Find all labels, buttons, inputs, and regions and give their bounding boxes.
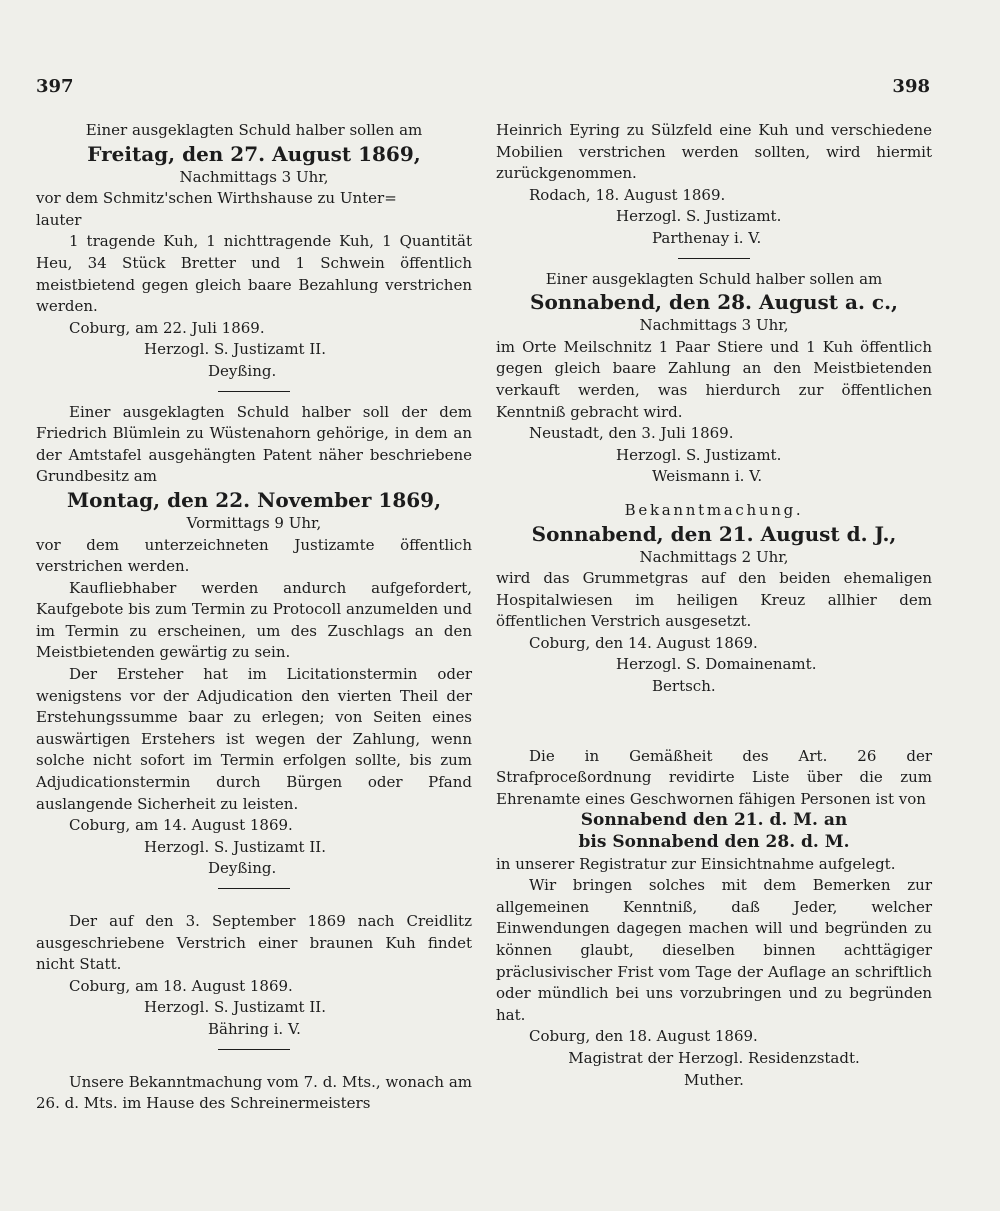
notice-signer: Deyßing. bbox=[208, 361, 277, 380]
notice-office: Herzogl. S. Justizamt II. bbox=[144, 998, 326, 1017]
notice-signer: Bähring i. V. bbox=[208, 1019, 301, 1038]
notice-body: in unserer Registratur zur Einsichtnahme aufgelegt. bbox=[496, 854, 896, 873]
notice-date-to: bis Sonnabend den 28. d. M. bbox=[578, 832, 850, 853]
notice-location: vor dem Schmitz'schen Wirthshause zu Unter= bbox=[36, 189, 397, 208]
notice-intro: Einer ausgeklagten Schuld halber sollen am bbox=[85, 121, 423, 139]
notice-place-date: Coburg, am 18. August 1869. bbox=[69, 976, 293, 995]
notice-date: Montag, den 22. November 1869, bbox=[66, 487, 442, 512]
separator-rule bbox=[218, 888, 290, 889]
notice-signer: Muther. bbox=[684, 1070, 744, 1089]
notice-date: Sonnabend, den 28. August a. c., bbox=[530, 290, 898, 315]
separator-rule bbox=[218, 391, 290, 392]
notice-office: Herzogl. S. Justizamt II. bbox=[144, 340, 326, 359]
notice-date: Sonnabend, den 21. August d. J., bbox=[531, 521, 897, 546]
page-number-right: 398 bbox=[892, 76, 930, 97]
notice-withdrawal bbox=[36, 1072, 472, 1115]
notice-place-date: Coburg, den 14. August 1869. bbox=[529, 633, 758, 652]
spacer bbox=[496, 488, 932, 500]
notice-place-date: Coburg, am 14. August 1869. bbox=[69, 816, 293, 835]
notice-signer: Weismann i. V. bbox=[652, 467, 763, 486]
notice-intro: Die in Gemäßheit des Art. 26 der Strafproceßordnung revidirte Liste über die zum Ehrenamte eines Geschwornen fähigen Personen ist von bbox=[496, 746, 932, 808]
notice-place-date: Neustadt, den 3. Juli 1869. bbox=[529, 424, 734, 443]
notice-time: Nachmittags 3 Uhr, bbox=[639, 316, 789, 335]
notice-signer: Bertsch. bbox=[652, 677, 716, 696]
notice-body: 1 tragende Kuh, 1 nichttragende Kuh, 1 Quantität Heu, 34 Stück Bretter und 1 Schwein öffentlich meistbietend gegen gleich baare Bezahlung verstrichen werden. bbox=[36, 232, 472, 316]
notice-time: Nachmittags 3 Uhr, bbox=[179, 167, 329, 186]
notice-auction-sonnabend bbox=[496, 269, 932, 488]
notice-intro: Einer ausgeklagten Schuld halber sollen am bbox=[545, 269, 883, 288]
notice-auction-freitag bbox=[36, 120, 472, 383]
notice-office: Herzogl. S. Domainenamt. bbox=[616, 655, 817, 674]
notice-body: Heinrich Eyring zu Sülzfeld eine Kuh und verschiedene Mobilien verstrichen werden sollten, wird hiermit zurückgenommen. bbox=[496, 121, 932, 183]
notice-body: vor dem unterzeichneten Justizamte öffentlich verstrichen werden. bbox=[36, 535, 472, 576]
spacer bbox=[36, 1060, 472, 1072]
notice-office: Herzogl. S. Justizamt. bbox=[616, 445, 782, 464]
notice-paragraph: Der Ersteher hat im Licitationstermin oder wenigstens vor der Adjudication den vierten Theil der Erstehungssumme baar zu erlegen; von Seiten eines auswärtigen Erstehers ist wegen der Zahlung, wenn solche nicht sofort im Termin erfolgen sollte, bis zum Adjudicationstermin durch Bürgen oder Pfand auslangende Sicherheit zu leisten. bbox=[36, 665, 472, 813]
notice-place-date: Coburg, den 18. August 1869. bbox=[529, 1027, 758, 1046]
notice-place-date: Rodach, 18. August 1869. bbox=[529, 185, 726, 204]
page-number-left: 397 bbox=[36, 76, 74, 97]
notice-cancellation-creidlitz bbox=[36, 911, 472, 1041]
notice-grundbesitz bbox=[36, 402, 472, 880]
notice-office: Magistrat der Herzogl. Residenzstadt. bbox=[568, 1048, 860, 1067]
spacer bbox=[36, 899, 472, 911]
notice-title: Bekanntmachung. bbox=[624, 500, 804, 519]
notice-date-from: Sonnabend den 21. d. M. an bbox=[580, 810, 848, 831]
notice-paragraph: Wir bringen solches mit dem Bemerken zur allgemeinen Kenntniß, daß Jeder, welcher Einwendungen dagegen machen will und begründen zu können glaubt, dieselben binnen achttägiger präclusivischer Frist vom Tage der Auflage an schriftlich oder mündlich bei uns vorzubringen und zu begründen hat. bbox=[496, 876, 932, 1024]
notice-time: Vormittags 9 Uhr, bbox=[186, 513, 322, 532]
notice-office: Herzogl. S. Justizamt II. bbox=[144, 837, 326, 856]
notice-time: Nachmittags 2 Uhr, bbox=[639, 547, 789, 566]
notice-body: Unsere Bekanntmachung vom 7. d. Mts., wonach am 26. d. Mts. im Hause des Schreinermeisters bbox=[36, 1072, 472, 1113]
right-column bbox=[496, 120, 932, 1091]
spacer bbox=[496, 698, 932, 746]
notice-signer: Deyßing. bbox=[208, 859, 277, 878]
notice-date: Freitag, den 27. August 1869, bbox=[87, 141, 421, 166]
notice-location-cont: lauter bbox=[36, 210, 82, 229]
separator-rule bbox=[218, 1049, 290, 1050]
notice-body: Der auf den 3. September 1869 nach Creidlitz ausgeschriebene Verstrich einer braunen Kuh findet nicht Statt. bbox=[36, 912, 472, 974]
notice-intro: Einer ausgeklagten Schuld halber soll der dem Friedrich Blümlein zu Wüstenahorn gehörige, in dem an der Amtstafel ausgehängten Patent näher beschriebene Grundbesitz am bbox=[36, 402, 472, 486]
notice-grummetgras bbox=[496, 500, 932, 698]
notice-body: wird das Grummetgras auf den beiden ehemaligen Hospitalwiesen im heiligen Kreuz allhier dem öffentlichen Verstrich ausgesetzt. bbox=[496, 569, 932, 631]
notice-paragraph: Kaufliebhaber werden andurch aufgefordert, Kaufgebote bis zum Termin zu Protocoll anzumelden und im Termin zu erscheinen, um des Zuschlags an den Meistbietenden gewärtig zu sein. bbox=[36, 578, 472, 662]
notice-withdrawal-cont bbox=[496, 120, 932, 250]
left-column bbox=[36, 120, 472, 1115]
separator-rule bbox=[678, 258, 750, 259]
notice-place-date: Coburg, am 22. Juli 1869. bbox=[69, 318, 265, 337]
notice-body: im Orte Meilschnitz 1 Paar Stiere und 1 Kuh öffentlich gegen gleich baare Zahlung an den Meistbietenden verkauft werden, was hierdurch zur öffentlichen Kenntniß gebracht wird. bbox=[496, 337, 932, 421]
notice-geschworne bbox=[496, 746, 932, 1092]
notice-office: Herzogl. S. Justizamt. bbox=[616, 207, 782, 226]
notice-signer: Parthenay i. V. bbox=[652, 228, 762, 247]
